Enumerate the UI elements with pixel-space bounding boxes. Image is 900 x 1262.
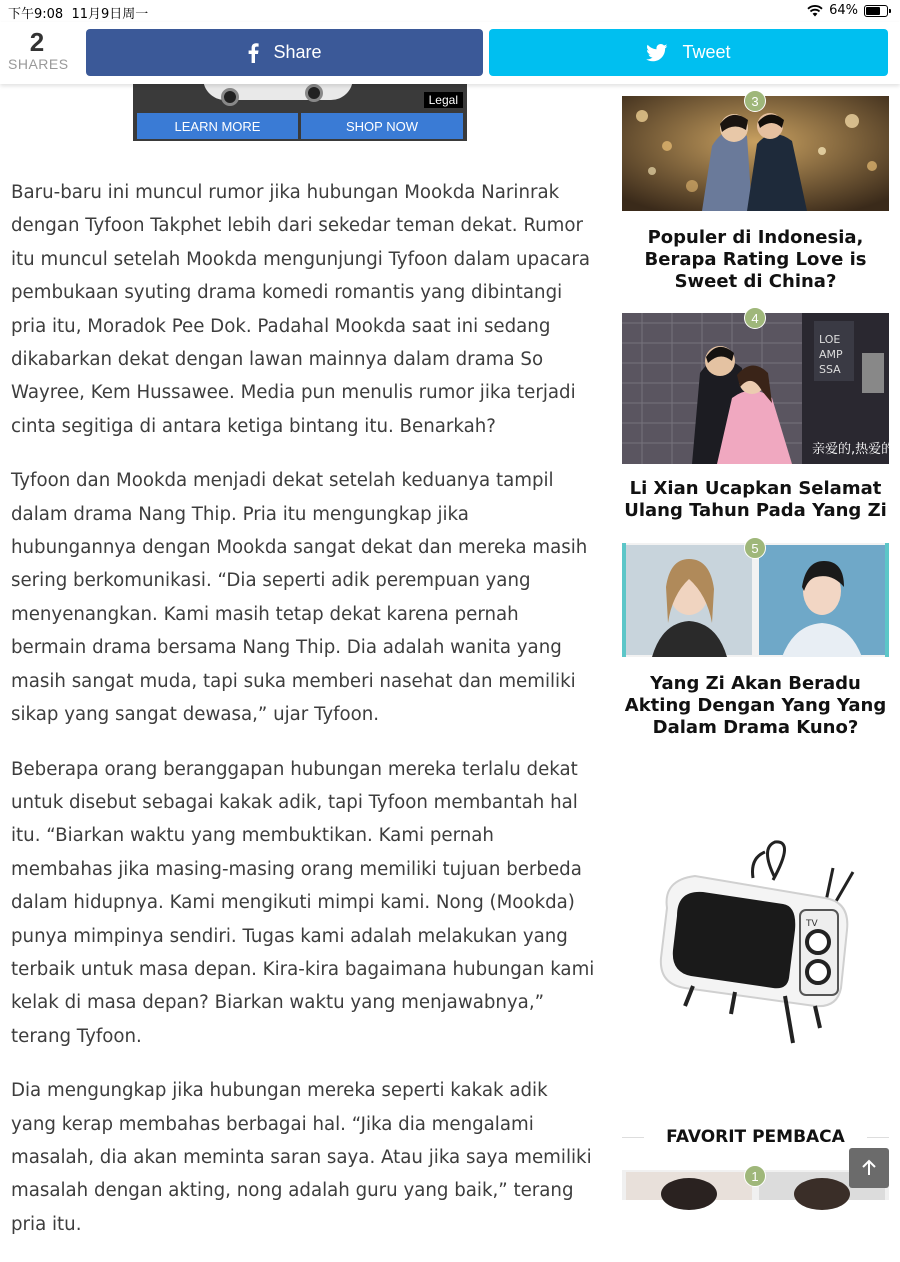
rank-badge: 4 xyxy=(744,307,766,329)
battery-icon xyxy=(864,5,888,17)
sidebar-ad-image[interactable] xyxy=(655,838,865,1050)
facebook-share-button[interactable] xyxy=(86,29,483,76)
share-count-number: 2 xyxy=(29,27,45,57)
svg-text:LOE: LOE xyxy=(819,333,841,346)
two-portraits-photo xyxy=(622,543,889,657)
popular-item-image[interactable] xyxy=(622,543,889,657)
ad-car-wheel xyxy=(221,88,239,106)
ad-car-wheel xyxy=(305,84,323,102)
favorites-header xyxy=(622,1125,889,1149)
status-date: 11月9日周一 xyxy=(71,7,149,22)
twitter-icon xyxy=(646,44,668,62)
article-paragraph: Dia mengungkap jika hubungan mereka seperti kakak adik yang kerap membahas berbagai hal. “Jika dia mengalami masalah, dia akan meminta saran saya. Atau jika saya memiliki masalah dengan akting, nong adalah guru yang baik,” terang pria itu. xyxy=(11,1080,592,1235)
popular-item[interactable] xyxy=(622,96,889,293)
status-bar xyxy=(0,0,900,22)
retro-tv-stand-image xyxy=(655,838,865,1050)
favorites-title: FAVORIT PEMBACA xyxy=(666,1127,845,1147)
status-right xyxy=(807,3,888,18)
share-count-label: SHARES xyxy=(8,56,69,72)
popular-item-image[interactable] xyxy=(622,96,889,211)
popular-item-image[interactable] xyxy=(622,311,895,464)
article-body xyxy=(11,176,596,1262)
rank-badge: 5 xyxy=(744,537,766,559)
facebook-icon xyxy=(247,43,259,63)
ad-shop-now-button[interactable]: SHOP NOW xyxy=(301,113,463,139)
popular-item-title[interactable]: Yang Zi Akan Beradu Akting Dengan Yang Yang Dalam Drama Kuno? xyxy=(624,673,887,738)
ad-learn-more-button[interactable]: LEARN MORE xyxy=(137,113,298,139)
image-caption: 亲爱的,热爱的 xyxy=(812,442,895,457)
article-paragraph: Beberapa orang beranggapan hubungan mereka terlalu dekat untuk disebut sebagai kakak adik, tapi Tyfoon membantah hal itu. “Biarkan waktu yang membuktikan. Kami pernah membahas jika masing-masing orang memiliki tujuan berbeda dalam hidupnya. Kami mengikuti mimpi kami. Nong (Mookda) punya mimpinya sendiri. Tugas kami adalah melakukan yang terbaik untuk masa depan. Kira-kira bagaimana hubungan kami kelak di masa depan? Biarkan waktu yang menjawabnya,” terang Tyfoon. xyxy=(11,758,595,1047)
article-paragraph: Tyfoon dan Mookda menjadi dekat setelah keduanya tampil dalam drama Nang Thip. Pria itu mengungkap jika hubungannya dengan Mookda sangat dekat dan mereka masih sering berkomunikasi. “Dia seperti adik perempuan yang menyenangkan. Kami masih tetap dekat karena pernah bermain drama bersama Nang Thip. Dia adalah wanita yang masih sangat muda, tapi suka memberi nasehat dan memiliki sikap yang sangat dewasa,” ujar Tyfoon. xyxy=(11,470,588,726)
facebook-share-label: Share xyxy=(273,42,322,62)
article-paragraph: Baru-baru ini muncul rumor jika hubungan Mookda Narinrak dengan Tyfoon Takphet lebih dari sekedar teman dekat. Rumor itu muncul setelah Mookda mengunjungi Tyfoon dalam upacara pembukaan syuting drama komedi romantis yang dibintangi pria itu, Moradok Pee Dok. Padahal Mookda saat ini sedang dikabarkan dekat dengan lawan mainnya dalam drama So Wayree, Kem Hussawee. Media pun menulis rumor jika terjadi cinta segitiga di antara ketiga bintang itu. Benarkah? xyxy=(11,182,590,437)
couple-kiss-photo xyxy=(622,96,889,211)
share-bar xyxy=(0,22,900,84)
svg-text:SSA: SSA xyxy=(819,363,841,376)
wifi-icon xyxy=(807,5,823,17)
popular-item[interactable] xyxy=(622,311,895,522)
arrow-up-icon xyxy=(862,1160,876,1176)
couple-hug-photo xyxy=(622,313,895,464)
ad-legal-label[interactable]: Legal xyxy=(424,92,463,108)
twitter-tweet-button[interactable] xyxy=(489,29,888,76)
rank-badge: 1 xyxy=(744,1165,766,1187)
battery-percent: 64% xyxy=(829,3,858,18)
svg-text:AMP: AMP xyxy=(819,348,843,361)
ad-banner[interactable] xyxy=(133,84,467,141)
popular-item-title[interactable]: Li Xian Ucapkan Selamat Ulang Tahun Pada Yang Zi xyxy=(624,478,887,521)
rank-badge: 3 xyxy=(744,90,766,112)
svg-text:TV: TV xyxy=(806,919,818,929)
status-time-date xyxy=(8,3,148,22)
popular-item-title[interactable]: Populer di Indonesia, Berapa Rating Love is Sweet di China? xyxy=(644,227,867,292)
status-time: 下午9:08 xyxy=(8,7,64,22)
popular-item[interactable] xyxy=(622,543,889,739)
share-count xyxy=(8,27,69,72)
twitter-tweet-label: Tweet xyxy=(682,42,731,62)
scroll-to-top-button[interactable] xyxy=(849,1148,889,1188)
